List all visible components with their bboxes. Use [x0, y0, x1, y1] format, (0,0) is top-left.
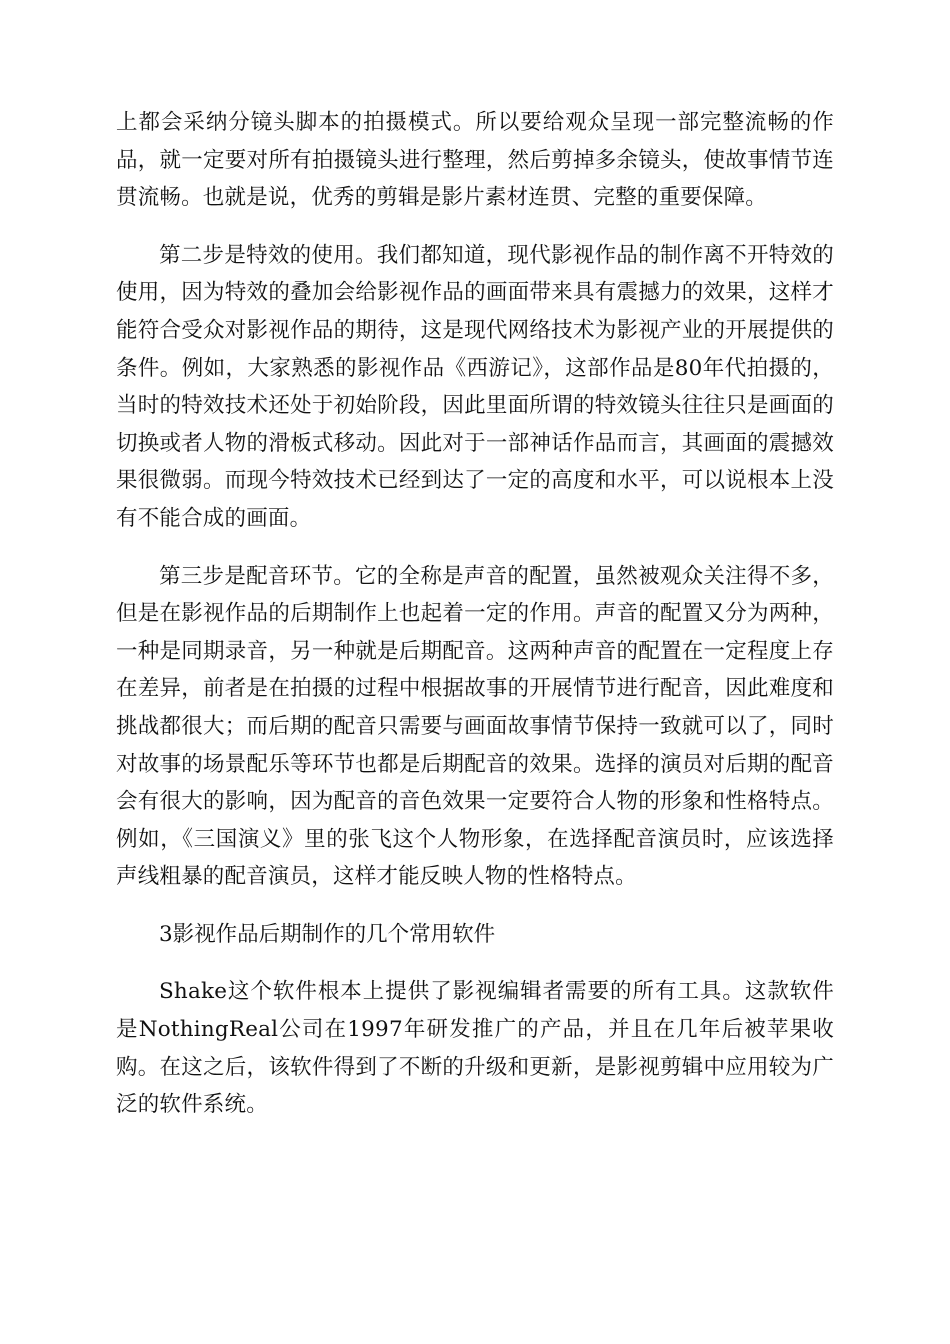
paragraph-dubbing: 第三步是配音环节。它的全称是声音的配置，虽然被观众关注得不多，但是在影视作品的后期制作上也起着一定的作用。声音的配置又分为两种，一种是同期录音，另一种就是后期配音。这两种声音的配置在一定程度上存在差异，前者是在拍摄的过程中根据故事的开展情节进行配音，因此难度和挑战都很大；而后期的配音只需要与画面故事情节保持一致就可以了，同时对故事的场景配乐等环节也都是后期配音的效果。选择的演员对后期的配音会有很大的影响，因为配音的音色效果一定要符合人物的形象和性格特点。例如，《三国演义》里的张飞这个人物形象，在选择配音演员时，应该选择声线粗暴的配音演员，这样才能反映人物的性格特点。	[116, 563, 834, 890]
paragraph-continuation: 上都会采纳分镜头脚本的拍摄模式。所以要给观众呈现一部完整流畅的作品，就一定要对所有拍摄镜头进行整理，然后剪掉多余镜头，使故事情节连贯流畅。也就是说，优秀的剪辑是影片素材连贯、完整的重要保障。	[116, 110, 834, 211]
paragraph-shake-software: Shake这个软件根本上提供了影视编辑者需要的所有工具。这款软件是NothingReal公司在1997年研发推广的产品，并且在几年后被苹果收购。在这之后，该软件得到了不断的升级和更新，是影视剪辑中应用较为广泛的软件系统。	[116, 979, 834, 1118]
document-page	[116, 104, 834, 1124]
section-heading: 3影视作品后期制作的几个常用软件	[159, 921, 496, 947]
paragraph-special-effects: 第二步是特效的使用。我们都知道，现代影视作品的制作离不开特效的使用，因为特效的叠加会给影视作品的画面带来具有震撼力的效果，这样才能符合受众对影视作品的期待，这是现代网络技术为影视产业的开展提供的条件。例如，大家熟悉的影视作品《西游记》，这部作品是80年代拍摄的，当时的特效技术还处于初始阶段，因此里面所谓的特效镜头往往只是画面的切换或者人物的滑板式移动。因此对于一部神话作品而言，其画面的震撼效果很微弱。而现今特效技术已经到达了一定的高度和水平，可以说根本上没有不能合成的画面。	[116, 242, 834, 531]
